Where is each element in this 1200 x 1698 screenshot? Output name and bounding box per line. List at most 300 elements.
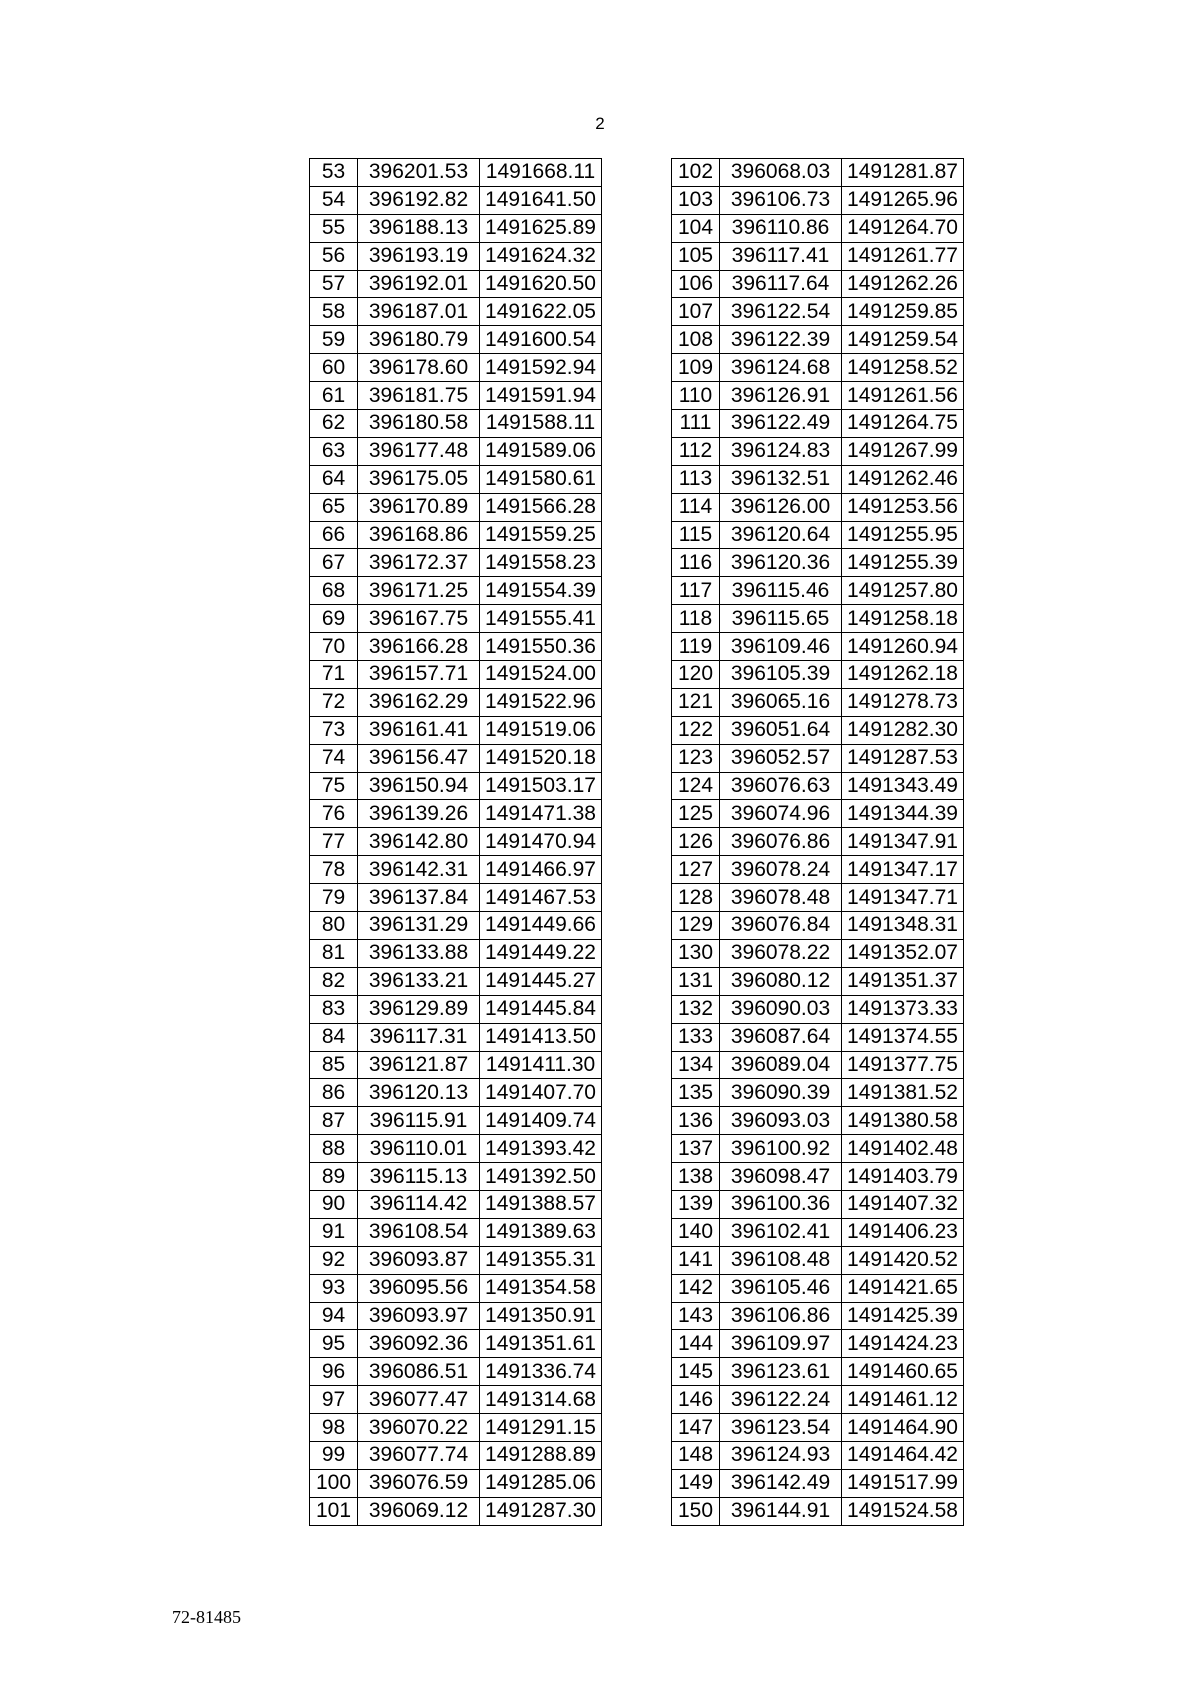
x-coordinate-cell: 396089.04 bbox=[720, 1051, 842, 1079]
x-coordinate-cell: 396100.36 bbox=[720, 1190, 842, 1218]
point-number-cell: 77 bbox=[310, 828, 358, 856]
y-coordinate-cell: 1491522.96 bbox=[480, 688, 602, 716]
table-row bbox=[672, 1330, 964, 1358]
x-coordinate-cell: 396122.39 bbox=[720, 326, 842, 354]
x-coordinate-cell: 396095.56 bbox=[358, 1274, 480, 1302]
x-coordinate-cell: 396117.41 bbox=[720, 242, 842, 270]
table-row bbox=[310, 661, 602, 689]
table-row bbox=[310, 1274, 602, 1302]
x-coordinate-cell: 396167.75 bbox=[358, 605, 480, 633]
point-number-cell: 149 bbox=[672, 1469, 720, 1497]
point-number-cell: 134 bbox=[672, 1051, 720, 1079]
table-row bbox=[672, 354, 964, 382]
x-coordinate-cell: 396133.21 bbox=[358, 967, 480, 995]
x-coordinate-cell: 396166.28 bbox=[358, 633, 480, 661]
table-row bbox=[672, 1218, 964, 1246]
table-row bbox=[672, 1079, 964, 1107]
point-number-cell: 83 bbox=[310, 995, 358, 1023]
table-row bbox=[672, 1051, 964, 1079]
x-coordinate-cell: 396137.84 bbox=[358, 884, 480, 912]
point-number-cell: 114 bbox=[672, 493, 720, 521]
table-row bbox=[672, 856, 964, 884]
y-coordinate-cell: 1491445.27 bbox=[480, 967, 602, 995]
table-row bbox=[672, 1246, 964, 1274]
point-number-cell: 102 bbox=[672, 159, 720, 187]
x-coordinate-cell: 396080.12 bbox=[720, 967, 842, 995]
point-number-cell: 119 bbox=[672, 633, 720, 661]
table-row bbox=[672, 159, 964, 187]
y-coordinate-cell: 1491589.06 bbox=[480, 437, 602, 465]
y-coordinate-cell: 1491343.49 bbox=[842, 772, 964, 800]
x-coordinate-cell: 396187.01 bbox=[358, 298, 480, 326]
x-coordinate-cell: 396110.01 bbox=[358, 1135, 480, 1163]
x-coordinate-cell: 396115.65 bbox=[720, 605, 842, 633]
y-coordinate-cell: 1491352.07 bbox=[842, 939, 964, 967]
table-row bbox=[672, 1135, 964, 1163]
y-coordinate-cell: 1491519.06 bbox=[480, 716, 602, 744]
table-row bbox=[672, 298, 964, 326]
x-coordinate-cell: 396090.39 bbox=[720, 1079, 842, 1107]
y-coordinate-cell: 1491445.84 bbox=[480, 995, 602, 1023]
point-number-cell: 72 bbox=[310, 688, 358, 716]
table-row bbox=[310, 1135, 602, 1163]
table-row bbox=[310, 856, 602, 884]
y-coordinate-cell: 1491388.57 bbox=[480, 1190, 602, 1218]
table-row bbox=[310, 382, 602, 410]
y-coordinate-cell: 1491625.89 bbox=[480, 214, 602, 242]
y-coordinate-cell: 1491403.79 bbox=[842, 1163, 964, 1191]
table-row bbox=[672, 549, 964, 577]
point-number-cell: 122 bbox=[672, 716, 720, 744]
y-coordinate-cell: 1491265.96 bbox=[842, 186, 964, 214]
table-row bbox=[310, 577, 602, 605]
table-row bbox=[672, 1163, 964, 1191]
x-coordinate-cell: 396052.57 bbox=[720, 744, 842, 772]
x-coordinate-cell: 396129.89 bbox=[358, 995, 480, 1023]
y-coordinate-cell: 1491554.39 bbox=[480, 577, 602, 605]
table-row bbox=[310, 1469, 602, 1497]
x-coordinate-cell: 396180.58 bbox=[358, 410, 480, 438]
x-coordinate-cell: 396098.47 bbox=[720, 1163, 842, 1191]
table-row bbox=[310, 772, 602, 800]
table-row bbox=[310, 1190, 602, 1218]
table-row bbox=[310, 828, 602, 856]
point-number-cell: 98 bbox=[310, 1414, 358, 1442]
table-row bbox=[310, 270, 602, 298]
point-number-cell: 87 bbox=[310, 1107, 358, 1135]
coordinates-table-left bbox=[309, 158, 602, 1526]
table-row bbox=[310, 410, 602, 438]
x-coordinate-cell: 396100.92 bbox=[720, 1135, 842, 1163]
x-coordinate-cell: 396122.24 bbox=[720, 1386, 842, 1414]
y-coordinate-cell: 1491354.58 bbox=[480, 1274, 602, 1302]
y-coordinate-cell: 1491470.94 bbox=[480, 828, 602, 856]
table-row bbox=[672, 716, 964, 744]
table-row bbox=[672, 688, 964, 716]
point-number-cell: 139 bbox=[672, 1190, 720, 1218]
x-coordinate-cell: 396168.86 bbox=[358, 521, 480, 549]
y-coordinate-cell: 1491591.94 bbox=[480, 382, 602, 410]
x-coordinate-cell: 396157.71 bbox=[358, 661, 480, 689]
point-number-cell: 111 bbox=[672, 410, 720, 438]
table-row bbox=[672, 661, 964, 689]
y-coordinate-cell: 1491464.42 bbox=[842, 1441, 964, 1469]
table-row bbox=[672, 1497, 964, 1525]
y-coordinate-cell: 1491520.18 bbox=[480, 744, 602, 772]
point-number-cell: 112 bbox=[672, 437, 720, 465]
y-coordinate-cell: 1491580.61 bbox=[480, 465, 602, 493]
y-coordinate-cell: 1491291.15 bbox=[480, 1414, 602, 1442]
x-coordinate-cell: 396069.12 bbox=[358, 1497, 480, 1525]
point-number-cell: 100 bbox=[310, 1469, 358, 1497]
y-coordinate-cell: 1491258.18 bbox=[842, 605, 964, 633]
y-coordinate-cell: 1491411.30 bbox=[480, 1051, 602, 1079]
y-coordinate-cell: 1491255.39 bbox=[842, 549, 964, 577]
point-number-cell: 116 bbox=[672, 549, 720, 577]
x-coordinate-cell: 396115.46 bbox=[720, 577, 842, 605]
point-number-cell: 76 bbox=[310, 800, 358, 828]
y-coordinate-cell: 1491351.61 bbox=[480, 1330, 602, 1358]
y-coordinate-cell: 1491377.75 bbox=[842, 1051, 964, 1079]
point-number-cell: 75 bbox=[310, 772, 358, 800]
y-coordinate-cell: 1491262.18 bbox=[842, 661, 964, 689]
x-coordinate-cell: 396124.93 bbox=[720, 1441, 842, 1469]
point-number-cell: 104 bbox=[672, 214, 720, 242]
point-number-cell: 60 bbox=[310, 354, 358, 382]
point-number-cell: 74 bbox=[310, 744, 358, 772]
y-coordinate-cell: 1491421.65 bbox=[842, 1274, 964, 1302]
point-number-cell: 94 bbox=[310, 1302, 358, 1330]
y-coordinate-cell: 1491347.71 bbox=[842, 884, 964, 912]
table-row bbox=[310, 159, 602, 187]
point-number-cell: 68 bbox=[310, 577, 358, 605]
point-number-cell: 92 bbox=[310, 1246, 358, 1274]
point-number-cell: 123 bbox=[672, 744, 720, 772]
table-row bbox=[310, 465, 602, 493]
x-coordinate-cell: 396117.64 bbox=[720, 270, 842, 298]
x-coordinate-cell: 396177.48 bbox=[358, 437, 480, 465]
table-row bbox=[672, 800, 964, 828]
table-row bbox=[672, 605, 964, 633]
y-coordinate-cell: 1491373.33 bbox=[842, 995, 964, 1023]
y-coordinate-cell: 1491282.30 bbox=[842, 716, 964, 744]
x-coordinate-cell: 396150.94 bbox=[358, 772, 480, 800]
point-number-cell: 147 bbox=[672, 1414, 720, 1442]
x-coordinate-cell: 396076.63 bbox=[720, 772, 842, 800]
y-coordinate-cell: 1491641.50 bbox=[480, 186, 602, 214]
point-number-cell: 129 bbox=[672, 912, 720, 940]
coordinates-table-left-body bbox=[310, 159, 602, 1526]
y-coordinate-cell: 1491287.30 bbox=[480, 1497, 602, 1525]
point-number-cell: 81 bbox=[310, 939, 358, 967]
page-number: 2 bbox=[595, 114, 605, 133]
table-row bbox=[672, 214, 964, 242]
y-coordinate-cell: 1491264.75 bbox=[842, 410, 964, 438]
x-coordinate-cell: 396124.68 bbox=[720, 354, 842, 382]
table-row bbox=[672, 437, 964, 465]
point-number-cell: 64 bbox=[310, 465, 358, 493]
point-number-cell: 107 bbox=[672, 298, 720, 326]
table-row bbox=[672, 1358, 964, 1386]
point-number-cell: 67 bbox=[310, 549, 358, 577]
x-coordinate-cell: 396114.42 bbox=[358, 1190, 480, 1218]
table-row bbox=[672, 633, 964, 661]
table-row bbox=[672, 912, 964, 940]
point-number-cell: 101 bbox=[310, 1497, 358, 1525]
table-row bbox=[310, 242, 602, 270]
x-coordinate-cell: 396132.51 bbox=[720, 465, 842, 493]
coordinates-table-right-body bbox=[672, 159, 964, 1526]
y-coordinate-cell: 1491287.53 bbox=[842, 744, 964, 772]
x-coordinate-cell: 396144.91 bbox=[720, 1497, 842, 1525]
x-coordinate-cell: 396108.54 bbox=[358, 1218, 480, 1246]
x-coordinate-cell: 396126.00 bbox=[720, 493, 842, 521]
table-row bbox=[672, 1190, 964, 1218]
x-coordinate-cell: 396078.22 bbox=[720, 939, 842, 967]
x-coordinate-cell: 396133.88 bbox=[358, 939, 480, 967]
table-row bbox=[310, 1358, 602, 1386]
point-number-cell: 105 bbox=[672, 242, 720, 270]
document-code: 72-81485 bbox=[172, 1607, 241, 1627]
table-row bbox=[310, 1051, 602, 1079]
y-coordinate-cell: 1491348.31 bbox=[842, 912, 964, 940]
table-row bbox=[310, 995, 602, 1023]
point-number-cell: 90 bbox=[310, 1190, 358, 1218]
y-coordinate-cell: 1491424.23 bbox=[842, 1330, 964, 1358]
table-row bbox=[310, 1302, 602, 1330]
x-coordinate-cell: 396162.29 bbox=[358, 688, 480, 716]
y-coordinate-cell: 1491550.36 bbox=[480, 633, 602, 661]
x-coordinate-cell: 396087.64 bbox=[720, 1023, 842, 1051]
point-number-cell: 93 bbox=[310, 1274, 358, 1302]
x-coordinate-cell: 396115.13 bbox=[358, 1163, 480, 1191]
table-row bbox=[672, 493, 964, 521]
table-row bbox=[672, 1441, 964, 1469]
y-coordinate-cell: 1491592.94 bbox=[480, 354, 602, 382]
point-number-cell: 97 bbox=[310, 1386, 358, 1414]
y-coordinate-cell: 1491344.39 bbox=[842, 800, 964, 828]
x-coordinate-cell: 396188.13 bbox=[358, 214, 480, 242]
y-coordinate-cell: 1491314.68 bbox=[480, 1386, 602, 1414]
y-coordinate-cell: 1491555.41 bbox=[480, 605, 602, 633]
table-row bbox=[672, 577, 964, 605]
x-coordinate-cell: 396070.22 bbox=[358, 1414, 480, 1442]
y-coordinate-cell: 1491558.23 bbox=[480, 549, 602, 577]
x-coordinate-cell: 396120.36 bbox=[720, 549, 842, 577]
y-coordinate-cell: 1491374.55 bbox=[842, 1023, 964, 1051]
x-coordinate-cell: 396106.73 bbox=[720, 186, 842, 214]
point-number-cell: 133 bbox=[672, 1023, 720, 1051]
table-row bbox=[672, 410, 964, 438]
y-coordinate-cell: 1491255.95 bbox=[842, 521, 964, 549]
table-row bbox=[310, 1386, 602, 1414]
point-number-cell: 86 bbox=[310, 1079, 358, 1107]
table-row bbox=[672, 1107, 964, 1135]
point-number-cell: 140 bbox=[672, 1218, 720, 1246]
x-coordinate-cell: 396078.24 bbox=[720, 856, 842, 884]
table-row bbox=[310, 884, 602, 912]
y-coordinate-cell: 1491425.39 bbox=[842, 1302, 964, 1330]
y-coordinate-cell: 1491449.66 bbox=[480, 912, 602, 940]
point-number-cell: 89 bbox=[310, 1163, 358, 1191]
table-row bbox=[672, 967, 964, 995]
point-number-cell: 146 bbox=[672, 1386, 720, 1414]
x-coordinate-cell: 396142.31 bbox=[358, 856, 480, 884]
table-row bbox=[310, 1079, 602, 1107]
table-row bbox=[310, 214, 602, 242]
table-row bbox=[310, 354, 602, 382]
table-row bbox=[672, 1023, 964, 1051]
y-coordinate-cell: 1491566.28 bbox=[480, 493, 602, 521]
point-number-cell: 61 bbox=[310, 382, 358, 410]
table-row bbox=[310, 1414, 602, 1442]
y-coordinate-cell: 1491392.50 bbox=[480, 1163, 602, 1191]
point-number-cell: 99 bbox=[310, 1441, 358, 1469]
x-coordinate-cell: 396109.46 bbox=[720, 633, 842, 661]
point-number-cell: 124 bbox=[672, 772, 720, 800]
x-coordinate-cell: 396076.59 bbox=[358, 1469, 480, 1497]
table-row bbox=[672, 326, 964, 354]
x-coordinate-cell: 396093.87 bbox=[358, 1246, 480, 1274]
table-row bbox=[672, 382, 964, 410]
y-coordinate-cell: 1491622.05 bbox=[480, 298, 602, 326]
x-coordinate-cell: 396178.60 bbox=[358, 354, 480, 382]
y-coordinate-cell: 1491389.63 bbox=[480, 1218, 602, 1246]
table-row bbox=[310, 716, 602, 744]
y-coordinate-cell: 1491559.25 bbox=[480, 521, 602, 549]
x-coordinate-cell: 396065.16 bbox=[720, 688, 842, 716]
table-row bbox=[672, 772, 964, 800]
point-number-cell: 70 bbox=[310, 633, 358, 661]
y-coordinate-cell: 1491420.52 bbox=[842, 1246, 964, 1274]
point-number-cell: 95 bbox=[310, 1330, 358, 1358]
point-number-cell: 54 bbox=[310, 186, 358, 214]
point-number-cell: 121 bbox=[672, 688, 720, 716]
point-number-cell: 71 bbox=[310, 661, 358, 689]
x-coordinate-cell: 396110.86 bbox=[720, 214, 842, 242]
table-row bbox=[672, 270, 964, 298]
point-number-cell: 144 bbox=[672, 1330, 720, 1358]
point-number-cell: 127 bbox=[672, 856, 720, 884]
y-coordinate-cell: 1491471.38 bbox=[480, 800, 602, 828]
y-coordinate-cell: 1491258.52 bbox=[842, 354, 964, 382]
point-number-cell: 88 bbox=[310, 1135, 358, 1163]
x-coordinate-cell: 396077.74 bbox=[358, 1441, 480, 1469]
table-row bbox=[310, 633, 602, 661]
table-row bbox=[310, 493, 602, 521]
y-coordinate-cell: 1491524.00 bbox=[480, 661, 602, 689]
x-coordinate-cell: 396139.26 bbox=[358, 800, 480, 828]
table-row bbox=[310, 1163, 602, 1191]
point-number-cell: 126 bbox=[672, 828, 720, 856]
y-coordinate-cell: 1491413.50 bbox=[480, 1023, 602, 1051]
y-coordinate-cell: 1491262.26 bbox=[842, 270, 964, 298]
x-coordinate-cell: 396076.86 bbox=[720, 828, 842, 856]
table-row bbox=[310, 744, 602, 772]
x-coordinate-cell: 396180.79 bbox=[358, 326, 480, 354]
y-coordinate-cell: 1491624.32 bbox=[480, 242, 602, 270]
point-number-cell: 148 bbox=[672, 1441, 720, 1469]
table-row bbox=[310, 605, 602, 633]
table-row bbox=[310, 1330, 602, 1358]
point-number-cell: 59 bbox=[310, 326, 358, 354]
point-number-cell: 110 bbox=[672, 382, 720, 410]
point-number-cell: 120 bbox=[672, 661, 720, 689]
table-row bbox=[672, 1414, 964, 1442]
x-coordinate-cell: 396122.54 bbox=[720, 298, 842, 326]
y-coordinate-cell: 1491281.87 bbox=[842, 159, 964, 187]
x-coordinate-cell: 396161.41 bbox=[358, 716, 480, 744]
x-coordinate-cell: 396201.53 bbox=[358, 159, 480, 187]
x-coordinate-cell: 396120.13 bbox=[358, 1079, 480, 1107]
y-coordinate-cell: 1491350.91 bbox=[480, 1302, 602, 1330]
x-coordinate-cell: 396124.83 bbox=[720, 437, 842, 465]
y-coordinate-cell: 1491393.42 bbox=[480, 1135, 602, 1163]
y-coordinate-cell: 1491503.17 bbox=[480, 772, 602, 800]
y-coordinate-cell: 1491351.37 bbox=[842, 967, 964, 995]
point-number-cell: 78 bbox=[310, 856, 358, 884]
point-number-cell: 138 bbox=[672, 1163, 720, 1191]
y-coordinate-cell: 1491600.54 bbox=[480, 326, 602, 354]
y-coordinate-cell: 1491257.80 bbox=[842, 577, 964, 605]
point-number-cell: 79 bbox=[310, 884, 358, 912]
y-coordinate-cell: 1491620.50 bbox=[480, 270, 602, 298]
y-coordinate-cell: 1491461.12 bbox=[842, 1386, 964, 1414]
y-coordinate-cell: 1491449.22 bbox=[480, 939, 602, 967]
y-coordinate-cell: 1491517.99 bbox=[842, 1469, 964, 1497]
x-coordinate-cell: 396117.31 bbox=[358, 1023, 480, 1051]
point-number-cell: 130 bbox=[672, 939, 720, 967]
x-coordinate-cell: 396078.48 bbox=[720, 884, 842, 912]
y-coordinate-cell: 1491267.99 bbox=[842, 437, 964, 465]
y-coordinate-cell: 1491347.91 bbox=[842, 828, 964, 856]
y-coordinate-cell: 1491355.31 bbox=[480, 1246, 602, 1274]
table-row bbox=[672, 1469, 964, 1497]
y-coordinate-cell: 1491261.77 bbox=[842, 242, 964, 270]
table-row bbox=[310, 298, 602, 326]
table-row bbox=[672, 465, 964, 493]
point-number-cell: 137 bbox=[672, 1135, 720, 1163]
table-row bbox=[672, 884, 964, 912]
x-coordinate-cell: 396122.49 bbox=[720, 410, 842, 438]
x-coordinate-cell: 396102.41 bbox=[720, 1218, 842, 1246]
table-row bbox=[310, 326, 602, 354]
y-coordinate-cell: 1491261.56 bbox=[842, 382, 964, 410]
y-coordinate-cell: 1491402.48 bbox=[842, 1135, 964, 1163]
coordinates-table-right bbox=[671, 158, 964, 1526]
table-row bbox=[310, 186, 602, 214]
y-coordinate-cell: 1491524.58 bbox=[842, 1497, 964, 1525]
y-coordinate-cell: 1491253.56 bbox=[842, 493, 964, 521]
table-row bbox=[672, 939, 964, 967]
point-number-cell: 73 bbox=[310, 716, 358, 744]
point-number-cell: 135 bbox=[672, 1079, 720, 1107]
y-coordinate-cell: 1491460.65 bbox=[842, 1358, 964, 1386]
x-coordinate-cell: 396123.61 bbox=[720, 1358, 842, 1386]
x-coordinate-cell: 396068.03 bbox=[720, 159, 842, 187]
y-coordinate-cell: 1491262.46 bbox=[842, 465, 964, 493]
x-coordinate-cell: 396051.64 bbox=[720, 716, 842, 744]
y-coordinate-cell: 1491668.11 bbox=[480, 159, 602, 187]
table-row bbox=[310, 967, 602, 995]
y-coordinate-cell: 1491285.06 bbox=[480, 1469, 602, 1497]
point-number-cell: 82 bbox=[310, 967, 358, 995]
table-row bbox=[672, 995, 964, 1023]
table-row bbox=[310, 688, 602, 716]
table-row bbox=[310, 939, 602, 967]
table-row bbox=[672, 186, 964, 214]
x-coordinate-cell: 396175.05 bbox=[358, 465, 480, 493]
